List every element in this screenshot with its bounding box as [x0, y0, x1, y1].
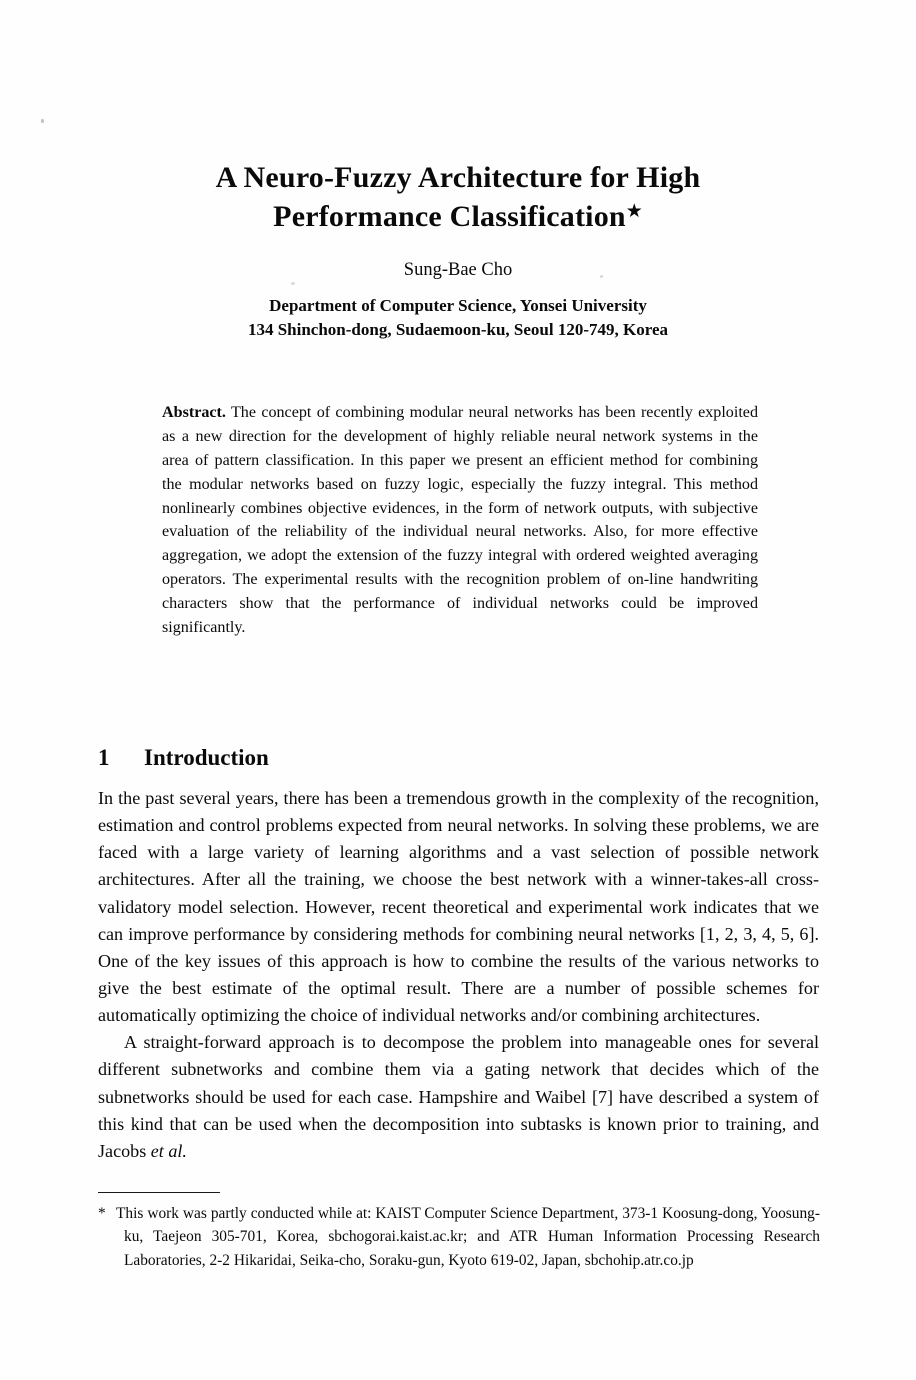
paper-title-line-2: Performance Classification — [273, 200, 626, 234]
footnote-marker: * — [98, 1205, 106, 1222]
scan-artifact-speck — [291, 282, 295, 285]
footnote-block — [98, 1202, 820, 1272]
paper-title — [98, 158, 818, 236]
section-number: 1 — [98, 745, 110, 771]
author-name: Sung-Bae Cho — [403, 260, 513, 280]
abstract-block — [162, 401, 758, 640]
paper-title-line-1: A Neuro-Fuzzy Architecture for High — [215, 161, 701, 195]
body-text — [98, 785, 819, 1165]
affiliation-line-1: Department of Computer Science, Yonsei University — [269, 296, 647, 315]
affiliation-line-2: 134 Shinchon-dong, Sudaemoon-ku, Seoul 120-749, Korea — [247, 320, 669, 340]
paragraph-text: A straight-forward approach is to decompose the problem into manageable ones for several different subnetworks and combine them via a gating network that decides which of the subnetworks should be used for each case. Hampshire and Waibel [7] have described a system of this kind that can be used when the decomposition into subtasks is known prior to training, and Jacobs — [98, 1032, 819, 1161]
paragraph-emphasis: et al. — [150, 1140, 187, 1161]
title-footnote-star-icon: ★ — [625, 201, 643, 223]
scan-artifact-speck — [41, 119, 44, 123]
paragraph — [98, 1029, 819, 1165]
abstract-text: The concept of combining modular neural networks has been recently exploited as a new direction for the development of highly reliable neural network systems in the area of pattern classification. In this paper we present an efficient method for combining the modular networks based on fuzzy logic, especially the fuzzy integral. This method nonlinearly combines objective evidences, in the form of network outputs, with subjective evaluation of the reliability of the individual neural networks. Also, for more effective aggregation, we adopt the extension of the fuzzy integral with ordered weighted averaging operators. The experimental results with the recognition problem of on-line handwriting characters show that the performance of individual networks could be improved significantly. — [162, 404, 758, 637]
abstract-label: Abstract. — [162, 404, 226, 421]
footnote-text: This work was partly conducted while at: KAIST Computer Science Department, 373-1 Koosung-dong, Yoosung-ku, Taejeon 305-701, Korea, sbchogorai.kaist.ac.kr; and ATR Human Information Processing Research Laboratories, 2-2 Hikaridai, Seika-cho, Soraku-gun, Kyoto 619-02, Japan, sbchohip.atr.co.jp — [116, 1205, 820, 1269]
footnote-separator-rule — [98, 1192, 220, 1193]
footnote-line — [98, 1202, 820, 1272]
section-heading-introduction — [98, 744, 818, 772]
section-title: Introduction — [144, 745, 269, 771]
paragraph: In the past several years, there has been a tremendous growth in the complexity of the recognition, estimation and control problems expected from neural networks. In solving these problems, we are faced with a large variety of learning algorithms and a vast selection of possible network architectures. After all the training, we choose the best network with a winner-takes-all cross-validatory model selection. However, recent theoretical and experimental work indicates that we can improve performance by considering methods for combining neural networks [1, 2, 3, 4, 5, 6]. One of the key issues of this approach is how to combine the results of the various networks to give the best estimate of the optimal result. There are a number of possible schemes for automatically optimizing the choice of individual networks and/or combining architectures. — [98, 788, 819, 1026]
affiliation-block — [98, 294, 818, 342]
